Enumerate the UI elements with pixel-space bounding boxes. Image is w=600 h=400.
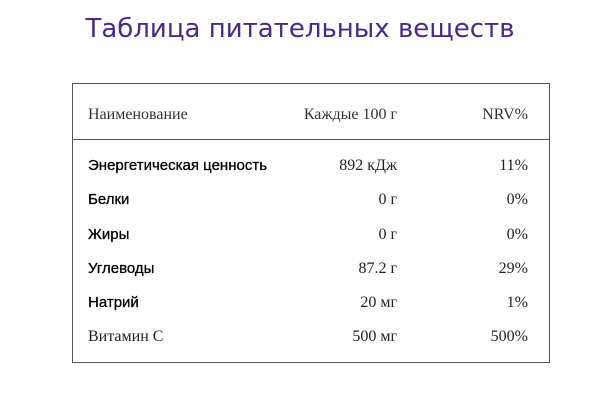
table-row-sodium (73, 290, 549, 316)
row-per-100g: 20 мг (360, 294, 397, 311)
row-nrv: 11% (499, 157, 528, 174)
row-per-100g: 87.2 г (358, 260, 397, 277)
row-per-100g: 500 мг (352, 328, 397, 345)
row-name: Белки (88, 191, 130, 208)
table-header-row (73, 102, 549, 128)
table-row-protein (73, 187, 549, 213)
row-nrv: 500% (490, 328, 528, 345)
row-name: Жиры (88, 226, 130, 243)
table-row-fat (73, 222, 549, 248)
row-nrv: 0% (506, 226, 528, 243)
table-row-energy (73, 153, 549, 179)
row-nrv: 1% (506, 294, 528, 311)
row-name: Натрий (88, 294, 139, 311)
table-row-vitamin-c (73, 324, 549, 350)
row-name: Энергетическая ценность (88, 157, 268, 174)
row-per-100g: 892 кДж (339, 157, 397, 174)
header-per-100g: Каждые 100 г (303, 106, 397, 123)
row-per-100g: 0 г (378, 191, 397, 208)
row-name: Углеводы (88, 260, 155, 277)
row-nrv: 0% (506, 191, 528, 208)
header-name: Наименование (88, 106, 188, 123)
page-title: Таблица питательных веществ (85, 14, 515, 44)
header-divider (73, 139, 549, 140)
nutrition-table (72, 83, 550, 363)
table-row-carbohydrates (73, 256, 549, 282)
row-nrv: 29% (498, 260, 528, 277)
row-per-100g: 0 г (378, 226, 397, 243)
header-nrv: NRV% (482, 106, 528, 123)
row-name: Витамин С (88, 328, 164, 345)
